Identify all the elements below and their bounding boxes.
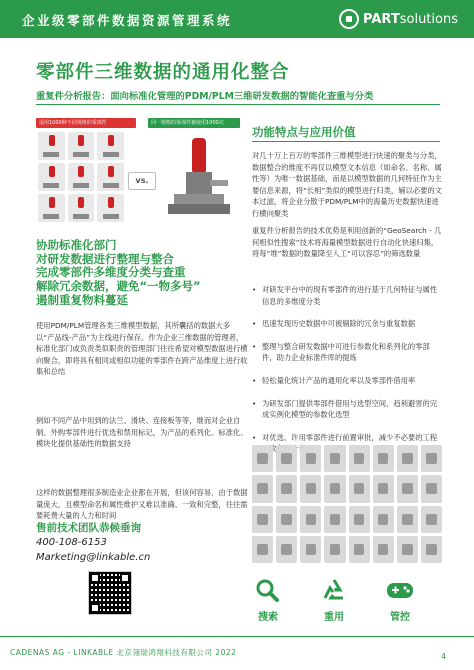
qr-corner (120, 573, 130, 583)
partsolutions-logo (339, 9, 458, 29)
qr-corner (90, 573, 100, 583)
left-paragraph-1: 使用PDM/PLM管理各类三维模型数据，其所囊括的数据大多以“产品线-产品”为主线进行保存。作为企业三维数据的管理者，标准化部门或负责类似职责的管理部门往往希望对模型数据进行横向聚合，即将具有相同或相似功能的零部件在跨产品维度上进行收集和总结 (36, 321, 248, 377)
gamepad-icon (385, 578, 415, 602)
clamp-variants-image (38, 132, 124, 222)
part-image (252, 536, 273, 563)
part-image (421, 475, 442, 502)
comparison-illustration (36, 118, 236, 228)
clamp-image (38, 132, 65, 160)
part-image (300, 536, 321, 563)
part-image (324, 536, 345, 563)
feature-control (380, 578, 420, 623)
contact-email[interactable]: Marketing@linkable.cn (36, 552, 151, 563)
part-image (276, 536, 297, 563)
left-heading (36, 239, 246, 308)
part-image (300, 506, 321, 533)
part-image (276, 506, 297, 533)
clamp-image (68, 163, 95, 191)
left-heading-line: 完成零部件多维度分类与查重 (36, 265, 186, 280)
clamp-image (97, 163, 124, 191)
qr-corner (90, 603, 100, 613)
feature-list (252, 284, 444, 466)
standard-clamp-image (164, 132, 234, 224)
clamp-image (38, 163, 65, 191)
right-heading: 功能特点与应用价值 (252, 125, 356, 139)
right-paragraph-2: 重复件分析报告的技术优势是利用创新的“GeoSearch - 几何相似性搜索”技术将海量模型数据进行自动化快速归集，将每“堆”数据的数量降至人工“可以容忍”的筛选数量 (252, 226, 442, 259)
part-image (397, 506, 418, 533)
page-subtitle: 重复件分析报告：面向标准化管理的PDM/PLM三维研发数据的智能化查重与分类 (36, 91, 374, 102)
left-heading-line: 遏制重复物料蔓延 (36, 292, 128, 307)
clamp-image (68, 132, 95, 160)
list-item: • 迅速发现历史数据中可被剔除的冗余与重复数据 (252, 318, 444, 330)
part-image (373, 536, 394, 563)
feature-search (248, 578, 288, 623)
left-tag: 适用1000种不同规格的零部件 (36, 118, 136, 128)
part-image (421, 506, 442, 533)
part-image (324, 475, 345, 502)
part-image (349, 445, 370, 472)
part-image (324, 445, 345, 472)
part-image (300, 475, 321, 502)
part-image (373, 445, 394, 472)
part-image (397, 536, 418, 563)
footer-text: CADENAS AG - LINKABLE 北京翎瑞鸿翔科技有限公司 2022 (10, 648, 237, 657)
contact-phone[interactable]: 400-108-6153 (36, 537, 107, 548)
divider (252, 141, 440, 142)
parts-collage-image (252, 445, 442, 563)
clamp-image (97, 132, 124, 160)
left-heading-line: 对研发数据进行整理与整合 (36, 251, 174, 266)
part-image (276, 475, 297, 502)
clamp-image (38, 194, 65, 222)
part-image (276, 445, 297, 472)
part-image (252, 475, 273, 502)
page-number: 4 (441, 652, 446, 661)
clamp-image (68, 194, 95, 222)
left-heading-line: 解除冗余数据，避免“一物多号” (36, 279, 201, 294)
part-image (252, 445, 273, 472)
qr-code-icon (88, 571, 132, 615)
part-image (421, 445, 442, 472)
partsolutions-logo-icon (339, 9, 359, 29)
part-image (300, 445, 321, 472)
list-item: • 轻松量化统计产品的通用化率以及零部件借用率 (252, 375, 444, 387)
part-image (397, 475, 418, 502)
left-heading-line: 协助标准化部门 (36, 238, 117, 252)
divider (36, 104, 440, 105)
footer-divider (0, 636, 474, 637)
feature-reuse (314, 578, 354, 623)
left-paragraph-3: 这样的数据整理很多制造业企业都在开展，但该何容易，由于数据量庞大，且模型命名和属性维护又难以准确、一致和完整，往往需要耗费大量的人力和时间 (36, 488, 248, 521)
feature-label: 管控 (390, 612, 410, 623)
part-image (324, 506, 345, 533)
list-item: • 对研发平台中的现有零部件的进行基于几何特征与属性信息的多维度分类 (252, 284, 444, 307)
clamp-image (97, 194, 124, 222)
top-banner (0, 0, 474, 38)
search-icon (255, 578, 281, 602)
recycle-icon (321, 578, 347, 602)
vs-label: vs. (128, 172, 156, 190)
right-tag: 同一规格的零部件被使用1000次 (148, 118, 240, 128)
feature-icons (248, 578, 444, 628)
list-item: • 整理与整合研发数据中可进行参数化和系列化的零部件，助力企业标准件库的提炼 (252, 341, 444, 364)
part-image (349, 506, 370, 533)
part-image (397, 445, 418, 472)
part-image (421, 536, 442, 563)
list-item: • 为研发部门提供零部件借用与选型空间，趋利避害的完成实例化模型的参数化选型 (252, 398, 444, 421)
contact-title: 售前技术团队恭候垂询 (36, 522, 141, 534)
part-image (373, 506, 394, 533)
feature-label: 重用 (324, 612, 344, 623)
part-image (252, 506, 273, 533)
brand-name: PARTsolutions (363, 11, 458, 27)
left-paragraph-2: 例如不同产品中用到的法兰、滑块、连接板等等，继而对企业自制、外购零部件进行优选和禁用标记，为产品的系列化、标准化、模块化提供基础性的数据支持 (36, 416, 248, 449)
part-image (349, 475, 370, 502)
system-title: 企业级零部件数据资源管理系统 (22, 13, 233, 28)
list-item: • 对优选、许用零部件进行前置审批，减少不必要的工程 设计变更 (252, 432, 444, 455)
page-title: 零部件三维数据的通用化整合 (36, 62, 290, 83)
right-paragraph-1: 对几十万上百万的零部件三维模型进行快速的聚类与分类，数据整合的维度不再仅以模型文本信息（如命名、名称、属性等）为唯一数据基础，而是以模型数据的几何特征作为主要信息来源，将“长相”类似的模型进行归类，辅以必要的文本过滤，将企业分散于PDM/PLM中的海量历史数据快速进行横向聚类 (252, 151, 442, 218)
part-image (373, 475, 394, 502)
feature-label: 搜索 (258, 612, 278, 623)
part-image (349, 536, 370, 563)
